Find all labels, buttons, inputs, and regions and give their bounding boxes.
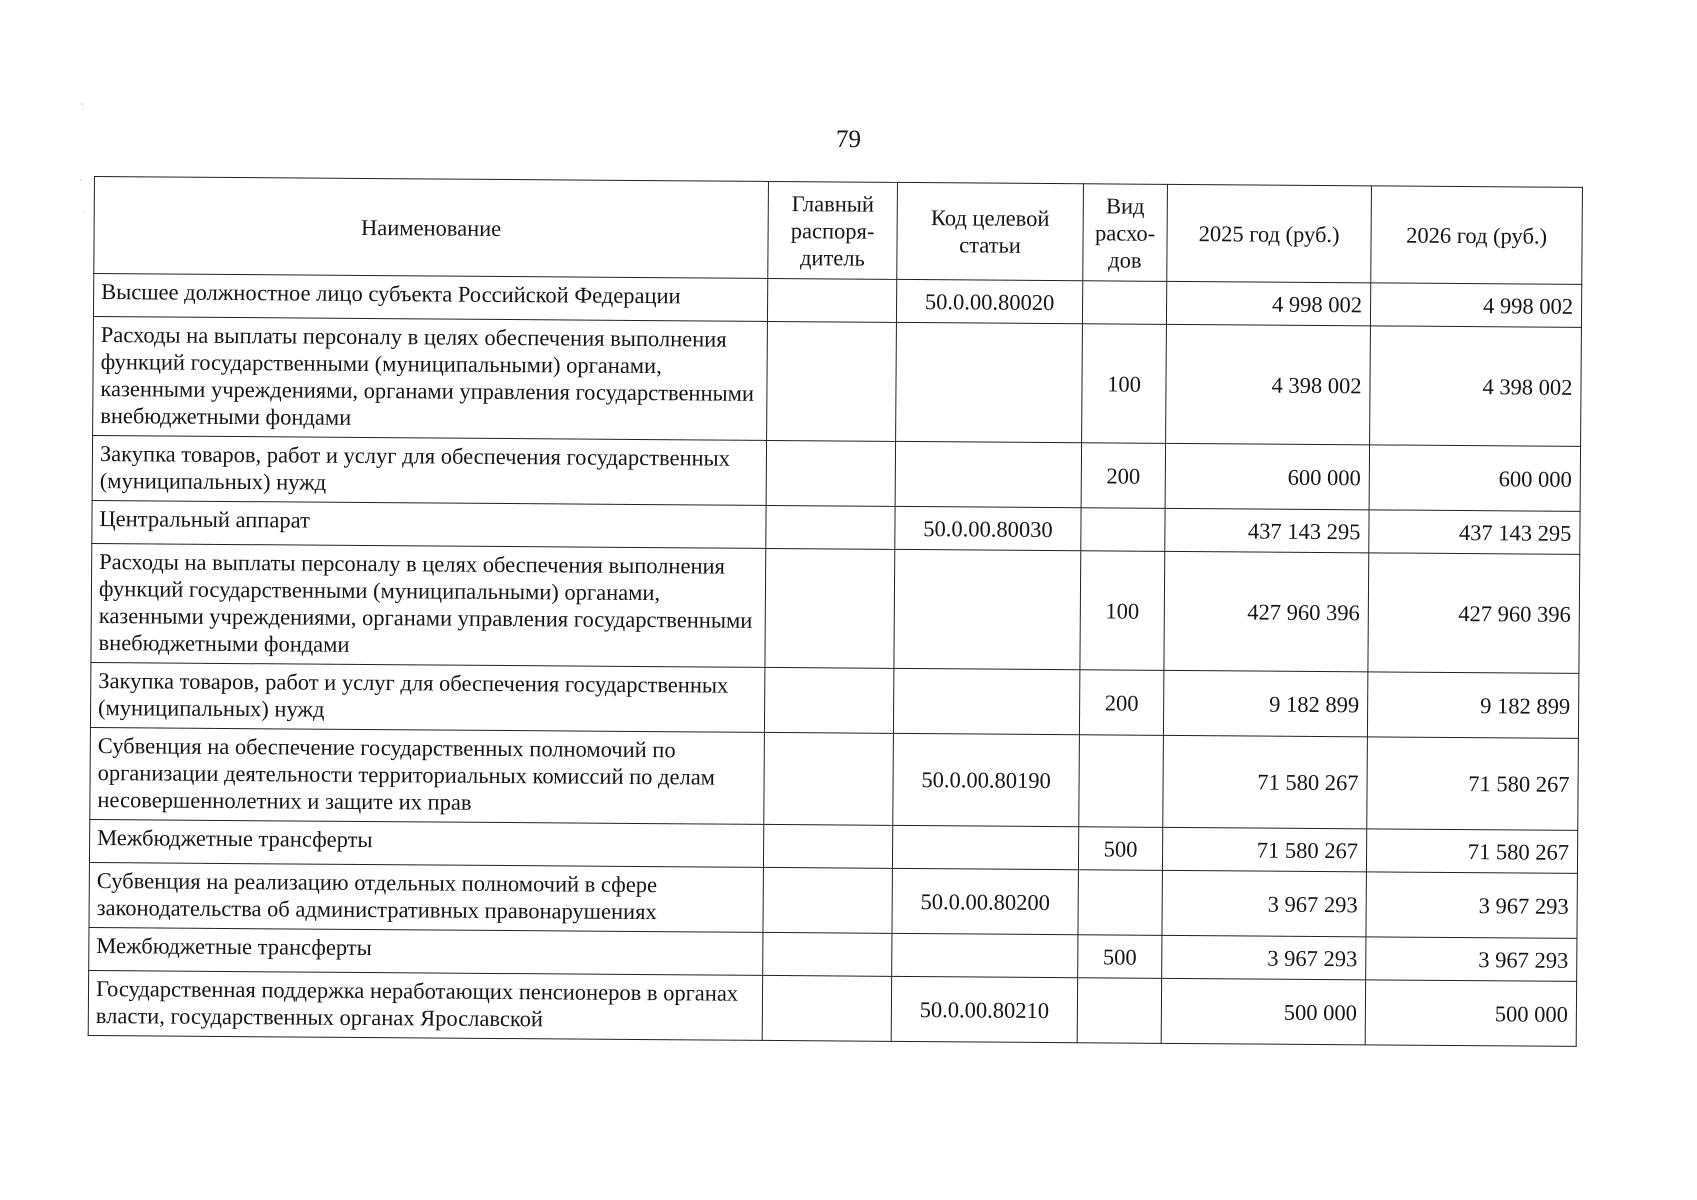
row-amount-2026: 3 967 293 <box>1366 937 1577 982</box>
row-code <box>892 933 1078 977</box>
row-name: Центральный аппарат <box>92 500 766 548</box>
row-kind <box>1081 508 1165 552</box>
row-kind: 500 <box>1078 827 1162 871</box>
row-name: Государственная поддержка неработающих пенсионеров в органах власти, государственных органах Ярославской <box>88 970 762 1040</box>
row-code: 50.0.00.80210 <box>891 976 1077 1042</box>
row-amount-2026: 9 182 899 <box>1367 672 1578 739</box>
row-amount-2026: 3 967 293 <box>1366 872 1577 939</box>
row-code <box>894 549 1081 669</box>
row-name: Межбюджетные трансферты <box>89 819 763 867</box>
row-kind <box>1079 735 1164 828</box>
row-name: Субвенция на обеспечение государственных полномочий по организации деятельности территориальных комиссий по делам несовершеннолетних и защите их прав <box>90 727 765 824</box>
row-code <box>893 668 1079 734</box>
row-manager <box>763 824 892 868</box>
row-code: 50.0.00.80200 <box>892 868 1078 934</box>
row-amount-2026: 427 960 396 <box>1368 553 1580 674</box>
row-name: Расходы на выплаты персоналу в целях обеспечения выполнения функций государственными (муниципальными) органами, казенными учреждениями, органами управления государственными внебюджетными фондами <box>93 316 768 440</box>
row-manager <box>766 505 895 549</box>
header-expense-kind: Вид расхо-дов <box>1083 184 1168 282</box>
row-name: Межбюджетные трансферты <box>89 927 763 975</box>
row-amount-2026: 4 398 002 <box>1370 326 1582 447</box>
row-amount-2025: 4 398 002 <box>1166 324 1371 444</box>
table-row <box>92 435 1580 511</box>
row-code <box>895 441 1081 507</box>
row-name: Закупка товаров, работ и услуг для обеспечения государственных (муниципальных) нужд <box>92 435 766 505</box>
row-amount-2026: 500 000 <box>1365 980 1576 1047</box>
row-manager <box>767 321 897 441</box>
row-manager <box>764 732 894 825</box>
row-manager <box>763 867 892 933</box>
row-amount-2025: 71 580 267 <box>1163 735 1368 828</box>
table-header-row <box>94 177 1583 285</box>
table-row <box>90 727 1579 830</box>
row-manager <box>767 278 896 322</box>
budget-table <box>88 176 1583 1047</box>
row-name: Субвенция на реализацию отдельных полномочий в сфере законодательства об административных правонарушениях <box>89 862 763 932</box>
row-manager <box>766 440 895 506</box>
row-kind: 100 <box>1082 324 1167 444</box>
row-amount-2026: 71 580 267 <box>1367 737 1579 831</box>
row-kind <box>1082 281 1166 325</box>
row-manager <box>763 932 892 976</box>
row-code <box>896 322 1083 442</box>
row-amount-2025: 3 967 293 <box>1162 870 1366 936</box>
row-kind: 500 <box>1078 935 1162 979</box>
table-row <box>90 662 1578 738</box>
page-number: 79 <box>836 126 861 153</box>
row-manager <box>762 975 891 1041</box>
row-name: Закупка товаров, работ и услуг для обеспечения государственных (муниципальных) нужд <box>90 662 764 732</box>
row-amount-2025: 427 960 396 <box>1164 551 1369 671</box>
table-row <box>89 862 1577 938</box>
table-row <box>91 543 1580 673</box>
row-amount-2025: 437 143 295 <box>1165 508 1369 552</box>
row-amount-2026: 437 143 295 <box>1369 510 1580 555</box>
row-code: 50.0.00.80020 <box>896 279 1082 323</box>
row-name: Высшее должностное лицо субъекта Российской Федерации <box>93 274 767 322</box>
row-code: 50.0.00.80030 <box>895 506 1081 550</box>
row-kind: 200 <box>1081 443 1165 509</box>
row-amount-2026: 71 580 267 <box>1366 829 1577 874</box>
row-kind <box>1078 870 1162 936</box>
row-amount-2025: 600 000 <box>1165 443 1369 509</box>
header-name: Наименование <box>94 177 769 279</box>
row-kind <box>1077 978 1161 1044</box>
row-kind: 100 <box>1080 551 1165 671</box>
row-manager <box>765 548 895 668</box>
row-amount-2025: 71 580 267 <box>1162 827 1366 871</box>
row-amount-2025: 3 967 293 <box>1162 935 1366 979</box>
header-year-2025: 2025 год (руб.) <box>1167 184 1372 282</box>
row-amount-2026: 4 998 002 <box>1370 283 1581 328</box>
table-row <box>93 316 1582 446</box>
row-name: Расходы на выплаты персоналу в целях обеспечения выполнения функций государственными (муниципальными) органами, казенными учреждениями, органами управления государственными внебюджетными фондами <box>91 543 766 667</box>
row-manager <box>764 667 893 733</box>
header-main-manager: Главный распоря-дитель <box>768 181 898 279</box>
row-kind: 200 <box>1079 670 1163 736</box>
table-row <box>88 970 1576 1046</box>
row-code <box>892 825 1078 869</box>
row-amount-2025: 4 998 002 <box>1166 281 1370 325</box>
row-amount-2025: 500 000 <box>1161 978 1365 1044</box>
header-year-2026: 2026 год (руб.) <box>1371 186 1583 285</box>
header-target-code: Код целевой статьи <box>897 182 1084 280</box>
row-code: 50.0.00.80190 <box>893 733 1080 826</box>
row-amount-2026: 600 000 <box>1369 445 1580 512</box>
scan-speck-marks <box>80 100 86 220</box>
row-amount-2025: 9 182 899 <box>1163 670 1367 736</box>
